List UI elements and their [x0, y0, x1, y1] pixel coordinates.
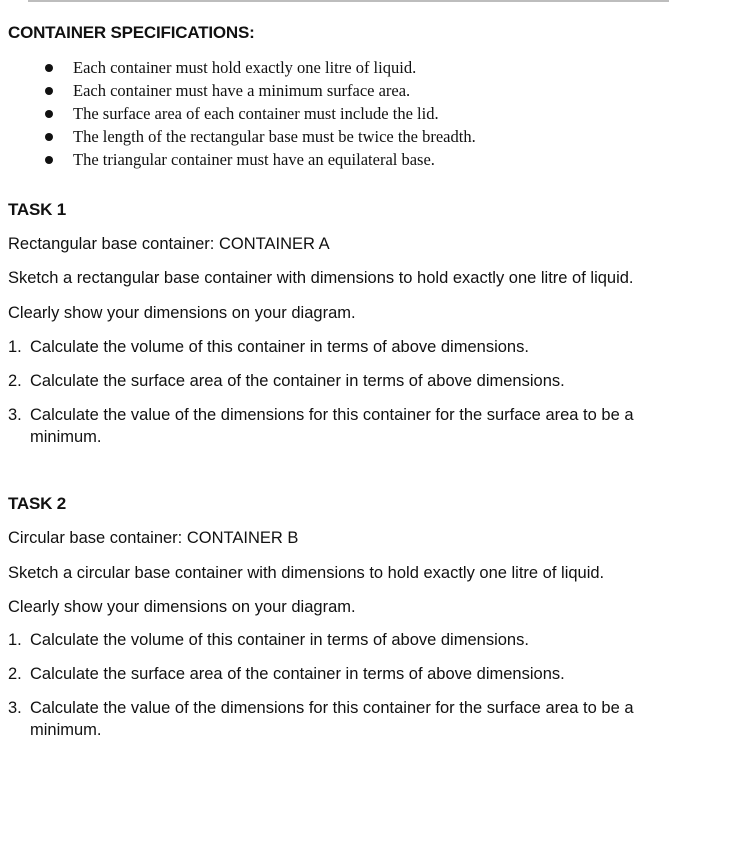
task2-question-3 [8, 697, 658, 741]
list-item [0, 125, 741, 148]
task1-question-2 [8, 370, 658, 392]
spec-text: Each container must hold exactly one litre of liquid. [73, 58, 417, 77]
specifications-heading: CONTAINER SPECIFICATIONS: [8, 23, 255, 42]
task2-heading: TASK 2 [8, 494, 66, 513]
bullet-icon [45, 133, 53, 141]
question-text: Calculate the volume of this container in terms of above dimensions. [30, 631, 529, 649]
task2-show-instruction: Clearly show your dimensions on your diagram. [8, 598, 356, 616]
task1-question-1 [8, 336, 658, 358]
specifications-list [0, 56, 741, 171]
question-number: 2. [8, 372, 22, 390]
bullet-icon [45, 110, 53, 118]
spec-text: The length of the rectangular base must be twice the breadth. [73, 127, 476, 146]
task1-heading: TASK 1 [8, 200, 66, 219]
task1-sketch-instruction: Sketch a rectangular base container with dimensions to hold exactly one litre of liquid. [8, 269, 634, 287]
question-number: 3. [8, 406, 22, 424]
bullet-icon [45, 87, 53, 95]
question-text: Calculate the surface area of the container in terms of above dimensions. [30, 372, 565, 390]
task2-question-1 [8, 629, 658, 651]
task1-show-instruction: Clearly show your dimensions on your diagram. [8, 304, 356, 322]
question-number: 2. [8, 665, 22, 683]
question-text: Calculate the value of the dimensions for this container for the surface area to be a minimum. [30, 699, 634, 739]
bullet-icon [45, 64, 53, 72]
task2-subtitle: Circular base container: CONTAINER B [8, 529, 299, 547]
question-text: Calculate the value of the dimensions for this container for the surface area to be a minimum. [30, 406, 634, 446]
question-number: 3. [8, 699, 22, 717]
list-item [0, 148, 741, 171]
question-number: 1. [8, 631, 22, 649]
task1-question-3 [8, 404, 658, 448]
spec-text: The surface area of each container must include the lid. [73, 104, 439, 123]
question-text: Calculate the surface area of the container in terms of above dimensions. [30, 665, 565, 683]
bullet-icon [45, 156, 53, 164]
spec-text: The triangular container must have an equilateral base. [73, 150, 435, 169]
list-item [0, 102, 741, 125]
list-item [0, 56, 741, 79]
task1-subtitle: Rectangular base container: CONTAINER A [8, 235, 330, 253]
spec-text: Each container must have a minimum surface area. [73, 81, 411, 100]
task2-question-2 [8, 663, 658, 685]
question-text: Calculate the volume of this container in terms of above dimensions. [30, 338, 529, 356]
question-number: 1. [8, 338, 22, 356]
list-item [0, 79, 741, 102]
task2-sketch-instruction: Sketch a circular base container with dimensions to hold exactly one litre of liquid. [8, 564, 605, 582]
